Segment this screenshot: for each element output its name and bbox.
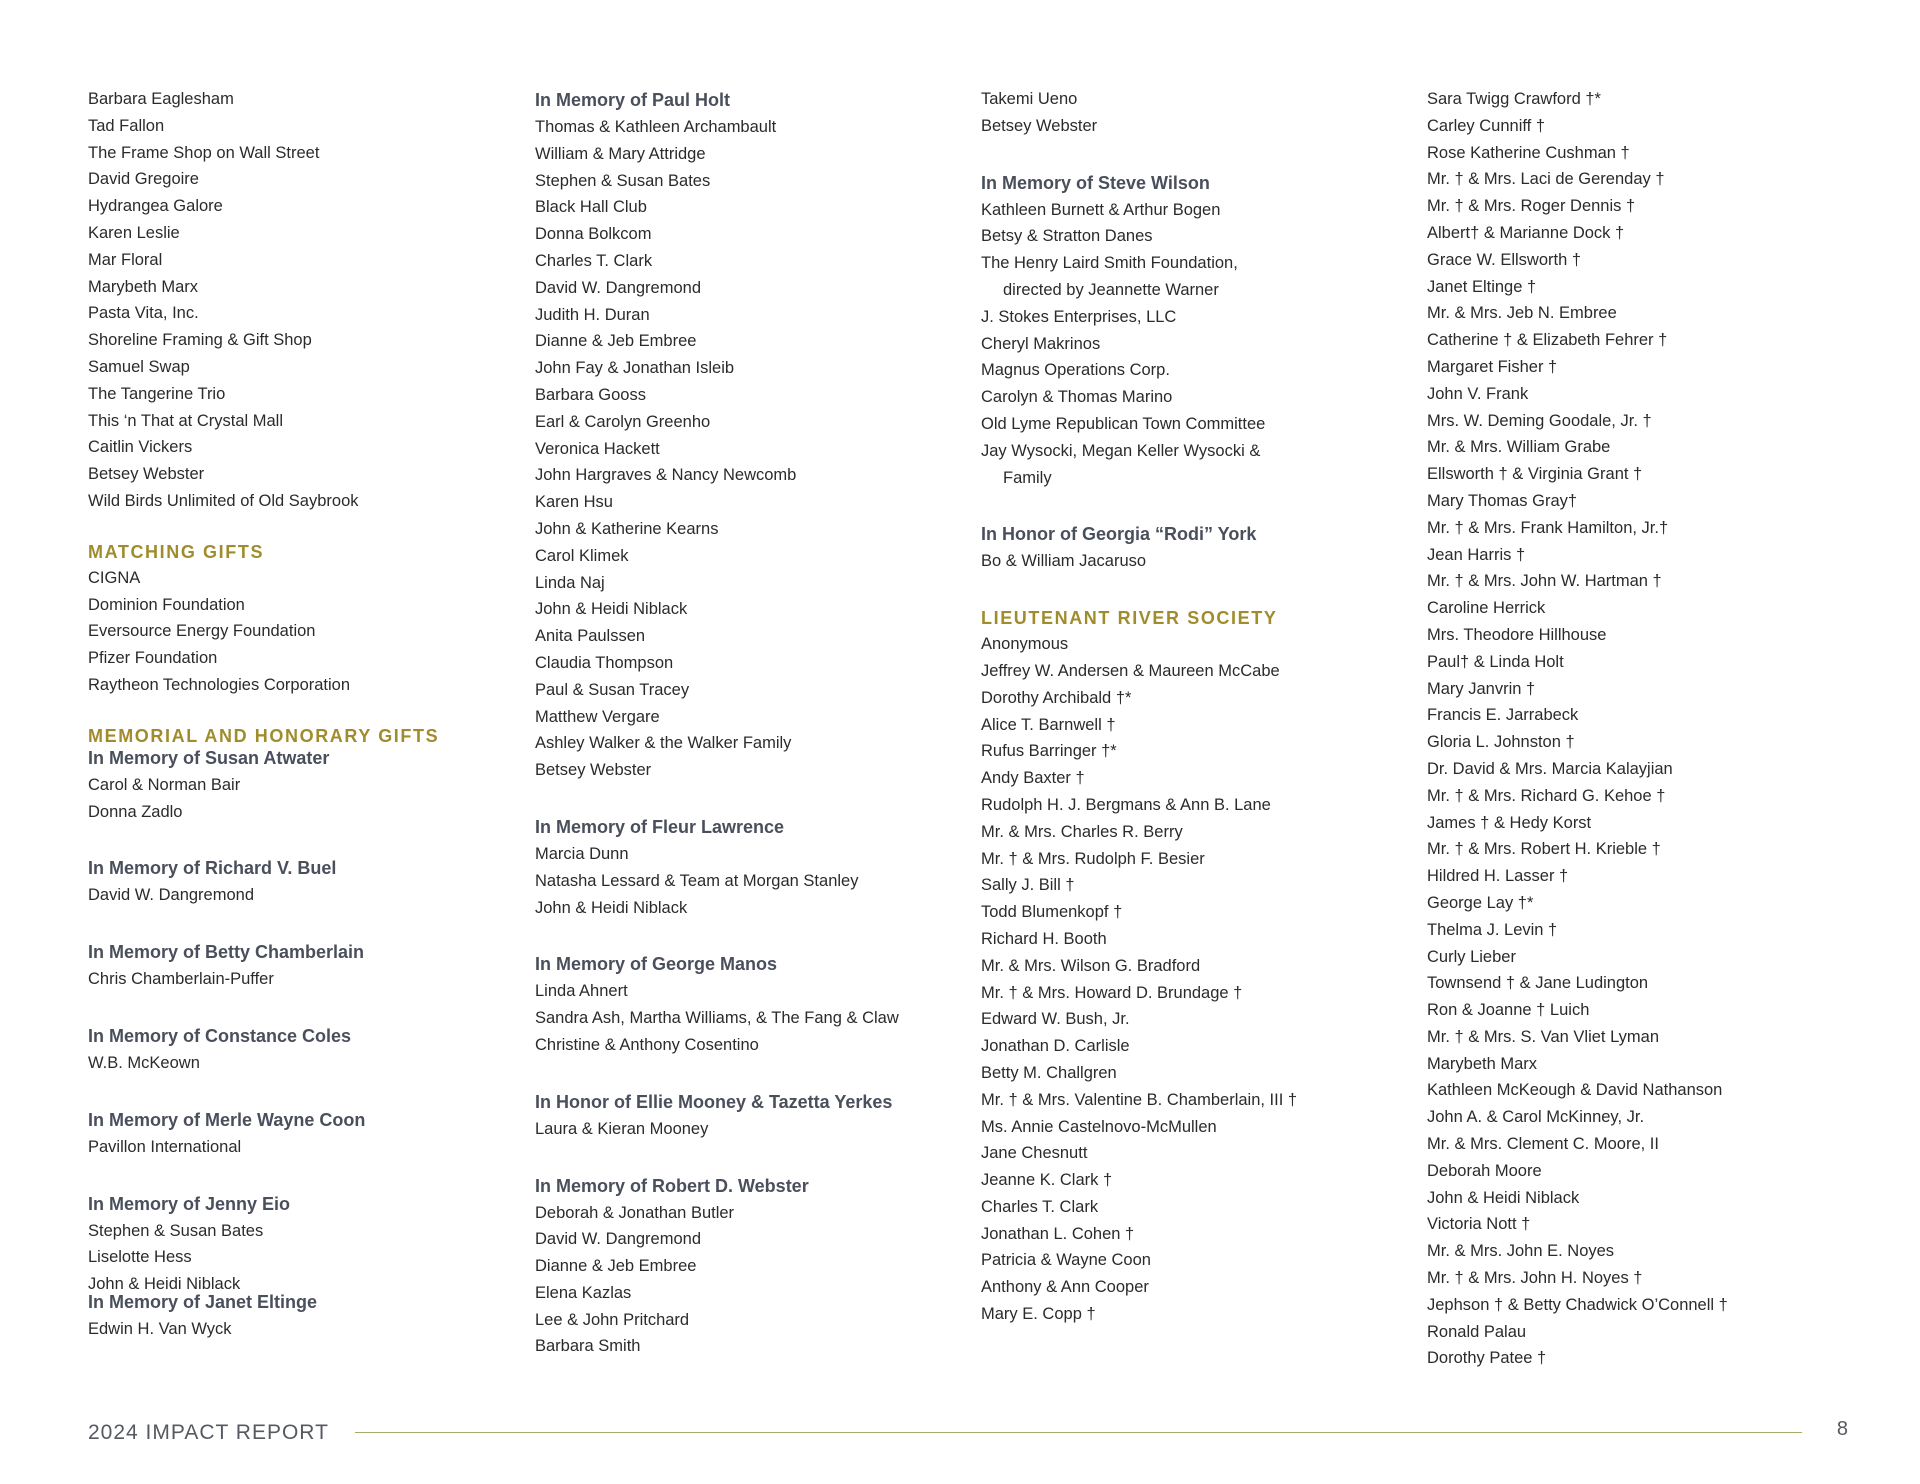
donor-name: John & Heidi Niblack <box>535 600 688 619</box>
column-2 <box>535 86 965 1360</box>
memorial-donor-list <box>981 197 1411 277</box>
donor-name: Betty M. Challgren <box>981 1063 1117 1082</box>
memorial-donor-list <box>88 1050 518 1077</box>
donor-name: Albert† & Marianne Dock † <box>1427 223 1625 242</box>
donor-name: J. Stokes Enterprises, LLC <box>981 307 1177 326</box>
page-number: 8 <box>1836 1418 1848 1440</box>
memorial-heading: In Memory of Betty Chamberlain <box>88 942 365 963</box>
donor-name: Linda Naj <box>535 573 605 592</box>
donor-name: Charles T. Clark <box>535 251 653 270</box>
donor-name: Marcia Dunn <box>535 844 629 863</box>
donor-name: Samuel Swap <box>88 357 190 376</box>
donor-name: Lee & John Pritchard <box>535 1310 690 1329</box>
donor-name: Jane Chesnutt <box>981 1144 1088 1163</box>
memorial-donor-list <box>535 978 965 1058</box>
donor-name: Shoreline Framing & Gift Shop <box>88 331 312 350</box>
donor-name: Raytheon Technologies Corporation <box>88 675 351 694</box>
memorial-donor-list <box>535 841 965 921</box>
donor-name: Jay Wysocki, Megan Keller Wysocki & <box>981 441 1261 460</box>
memorial-donor-list <box>88 966 518 993</box>
donor-name: Ellsworth † & Virginia Grant † <box>1427 465 1643 484</box>
donor-name: Jonathan L. Cohen † <box>981 1224 1135 1243</box>
donor-name: Mary Janvrin † <box>1427 679 1536 698</box>
donor-name: George Lay †* <box>1427 893 1534 912</box>
donor-name: Betsey Webster <box>88 465 205 484</box>
donor-name: Donna Zadlo <box>88 802 183 821</box>
memorial-heading: In Memory of Steve Wilson <box>981 172 1210 193</box>
honorary-donor-list <box>981 548 1411 575</box>
donor-name: Chris Chamberlain-Puffer <box>88 970 274 989</box>
donor-name: William & Mary Attridge <box>535 144 706 163</box>
donor-name: Dorothy Patee † <box>1427 1349 1547 1368</box>
donor-name: John V. Frank <box>1427 384 1529 403</box>
donor-name: Mr. † & Mrs. Frank Hamilton, Jr.† <box>1427 518 1669 537</box>
donor-name: Kathleen McKeough & David Nathanson <box>1427 1081 1723 1100</box>
donor-name: Mr. & Mrs. Charles R. Berry <box>981 822 1183 841</box>
donor-name: John Hargraves & Nancy Newcomb <box>535 466 797 485</box>
donor-name: Christine & Anthony Cosentino <box>535 1035 759 1054</box>
donor-name: Gloria L. Johnston † <box>1427 733 1575 752</box>
donor-name: Margaret Fisher † <box>1427 357 1558 376</box>
memorial-heading: In Memory of Fleur Lawrence <box>535 816 785 837</box>
donor-name: Townsend † & Jane Ludington <box>1427 974 1649 993</box>
donor-name: Todd Blumenkopf † <box>981 903 1123 922</box>
donor-name: Mr. † & Mrs. Robert H. Krieble † <box>1427 840 1661 859</box>
section-title-matching-gifts: MATCHING GIFTS <box>88 541 265 562</box>
donor-name: Betsy & Stratton Danes <box>981 227 1153 246</box>
memorial-donor-list <box>981 304 1411 465</box>
donor-name: Rose Katherine Cushman † <box>1427 143 1630 162</box>
donor-name: Betsey Webster <box>535 761 652 780</box>
memorial-donor-list <box>88 1218 518 1298</box>
donor-name: Matthew Vergare <box>535 707 660 726</box>
donor-name: Carley Cunniff † <box>1427 116 1546 135</box>
donor-name: Richard H. Booth <box>981 929 1107 948</box>
donor-name: Caitlin Vickers <box>88 438 193 457</box>
donor-name: David W. Dangremond <box>535 278 701 297</box>
donor-name: Jephson † & Betty Chadwick O’Connell † <box>1427 1295 1728 1314</box>
donor-name: Patricia & Wayne Coon <box>981 1251 1151 1270</box>
donor-name: Mr. † & Mrs. Rudolph F. Besier <box>981 849 1205 868</box>
memorial-donor-list <box>88 882 518 909</box>
donor-list <box>88 86 518 515</box>
donor-name: David Gregoire <box>88 170 199 189</box>
donor-name: Andy Baxter † <box>981 769 1085 788</box>
donor-name: Mary E. Copp † <box>981 1305 1096 1324</box>
donor-name: Mr. & Mrs. John E. Noyes <box>1427 1242 1615 1261</box>
donor-name: Mr. & Mrs. Jeb N. Embree <box>1427 304 1617 323</box>
section-title-memorial-honorary: MEMORIAL AND HONORARY GIFTS <box>88 725 440 746</box>
donor-name: Sara Twigg Crawford †* <box>1427 90 1601 108</box>
memorial-heading: In Memory of Janet Eltinge <box>88 1291 318 1312</box>
honorary-donor-list <box>535 1116 965 1143</box>
donor-name: Wild Birds Unlimited of Old Saybrook <box>88 491 359 510</box>
memorial-heading: In Memory of Constance Coles <box>88 1025 352 1046</box>
memorial-donor-list-continued <box>981 86 1411 140</box>
donor-name: Grace W. Ellsworth † <box>1427 250 1582 269</box>
donor-name-continued: Family <box>1003 468 1052 487</box>
donor-name: Anita Paulssen <box>535 627 646 646</box>
donor-name: Carol & Norman Bair <box>88 775 241 794</box>
donor-name: Dr. David & Mrs. Marcia Kalayjian <box>1427 759 1673 778</box>
memorial-heading: In Memory of George Manos <box>535 954 778 975</box>
page-footer <box>88 1418 1848 1448</box>
donor-name: Mr. † & Mrs. Richard G. Kehoe † <box>1427 786 1666 805</box>
memorial-donor-list <box>535 1200 965 1361</box>
column-4 <box>1427 86 1857 1372</box>
memorial-heading: In Memory of Merle Wayne Coon <box>88 1109 366 1130</box>
donor-name: Mary Thomas Gray† <box>1427 491 1578 510</box>
donor-name: W.B. McKeown <box>88 1053 200 1072</box>
donor-name: Stephen & Susan Bates <box>88 1221 264 1240</box>
donor-name: Ron & Joanne † Luich <box>1427 1001 1590 1020</box>
donor-name: Jonathan D. Carlisle <box>981 1037 1130 1056</box>
donor-name: Caroline Herrick <box>1427 599 1546 618</box>
memorial-heading: In Memory of Jenny Eio <box>88 1193 291 1214</box>
donor-name: Paul† & Linda Holt <box>1427 652 1564 671</box>
memorial-donor-list <box>88 772 518 826</box>
donor-name: Thelma J. Levin † <box>1427 920 1558 939</box>
donor-name: Old Lyme Republican Town Committee <box>981 414 1266 433</box>
donor-name: Hydrangea Galore <box>88 197 223 216</box>
donor-name: John & Heidi Niblack <box>1427 1188 1580 1207</box>
donor-name: Sally J. Bill † <box>981 876 1075 895</box>
donor-name-continued: directed by Jeannette Warner <box>1003 280 1219 299</box>
donor-name: Mr. † & Mrs. Howard D. Brundage † <box>981 983 1243 1002</box>
donor-name: Dianne & Jeb Embree <box>535 1257 697 1276</box>
donor-name: Eversource Energy Foundation <box>88 622 316 641</box>
donor-name: Judith H. Duran <box>535 305 650 324</box>
donor-name: Donna Bolkcom <box>535 225 652 244</box>
donor-name: Pavillon International <box>88 1137 242 1156</box>
donor-name: Black Hall Club <box>535 198 647 217</box>
donor-name: Barbara Eaglesham <box>88 90 234 108</box>
donor-name: Marybeth Marx <box>1427 1054 1538 1073</box>
donor-name: Sandra Ash, Martha Williams, & The Fang & Claw <box>535 1009 899 1028</box>
donor-name: Claudia Thompson <box>535 653 674 672</box>
section-title-lieutenant-river-society: LIEUTENANT RIVER SOCIETY <box>981 608 1278 629</box>
donor-name: Carol Klimek <box>535 546 629 565</box>
donor-name: Rudolph H. J. Bergmans & Ann B. Lane <box>981 795 1271 814</box>
memorial-heading: In Memory of Susan Atwater <box>88 747 330 768</box>
donor-name: Magnus Operations Corp. <box>981 361 1170 380</box>
donor-name: John A. & Carol McKinney, Jr. <box>1427 1108 1645 1127</box>
donor-name: Mar Floral <box>88 250 163 269</box>
donor-name: Earl & Carolyn Greenho <box>535 412 711 431</box>
footer-divider <box>355 1432 1802 1433</box>
donor-name: Liselotte Hess <box>88 1248 192 1267</box>
memorial-donor-list <box>88 1134 518 1161</box>
donor-name: Cheryl Makrinos <box>981 334 1101 353</box>
donor-name: Dominion Foundation <box>88 595 245 614</box>
donor-name: Victoria Nott † <box>1427 1215 1531 1234</box>
memorial-heading: In Memory of Richard V. Buel <box>88 858 337 879</box>
donor-name: The Frame Shop on Wall Street <box>88 143 320 162</box>
donor-name: James † & Hedy Korst <box>1427 813 1592 832</box>
society-member-list <box>981 631 1411 1328</box>
donor-name: Barbara Gooss <box>535 385 646 404</box>
donor-name: Dianne & Jeb Embree <box>535 332 697 351</box>
memorial-heading: In Memory of Robert D. Webster <box>535 1175 809 1196</box>
donor-name: Anonymous <box>981 635 1069 654</box>
donor-name: Paul & Susan Tracey <box>535 680 690 699</box>
donor-name: Ronald Palau <box>1427 1322 1527 1341</box>
donor-name: Mr. & Mrs. William Grabe <box>1427 438 1611 457</box>
memorial-heading: In Memory of Paul Holt <box>535 90 731 110</box>
donor-name: Karen Hsu <box>535 493 613 512</box>
donor-name: Linda Ahnert <box>535 982 628 1001</box>
donor-name: John & Heidi Niblack <box>535 898 688 917</box>
donor-name: Laura & Kieran Mooney <box>535 1119 709 1138</box>
donor-name: Pfizer Foundation <box>88 649 218 668</box>
donor-name: Deborah Moore <box>1427 1161 1542 1180</box>
donor-name: David W. Dangremond <box>535 1230 701 1249</box>
donor-name: Elena Kazlas <box>535 1283 632 1302</box>
donor-name: This ‘n That at Crystal Mall <box>88 411 284 430</box>
society-member-list-continued <box>1427 86 1857 1372</box>
donor-name: Mr. & Mrs. Wilson G. Bradford <box>981 956 1201 975</box>
donor-name: Mr. † & Mrs. John W. Hartman † <box>1427 572 1662 591</box>
column-1 <box>88 86 518 1343</box>
donor-name: Mrs. W. Deming Goodale, Jr. † <box>1427 411 1652 430</box>
donor-name: The Henry Laird Smith Foundation, <box>981 254 1238 273</box>
donor-name: Jeffrey W. Andersen & Maureen McCabe <box>981 661 1280 680</box>
honorary-heading: In Honor of Ellie Mooney & Tazetta Yerkes <box>535 1091 893 1112</box>
donor-name: Ms. Annie Castelnovo-McMullen <box>981 1117 1217 1136</box>
memorial-donor-list <box>535 114 965 784</box>
donor-name: Mr. † & Mrs. Valentine B. Chamberlain, III † <box>981 1090 1298 1109</box>
donor-name: The Tangerine Trio <box>88 384 226 403</box>
donor-name: Catherine † & Elizabeth Fehrer † <box>1427 331 1668 350</box>
donor-name: Karen Leslie <box>88 223 180 242</box>
donor-name: Veronica Hackett <box>535 439 660 458</box>
donor-name: Stephen & Susan Bates <box>535 171 711 190</box>
donor-name: Charles T. Clark <box>981 1197 1099 1216</box>
donor-name: Edwin H. Van Wyck <box>88 1319 232 1338</box>
donor-name: Pasta Vita, Inc. <box>88 304 199 323</box>
donor-name: Ashley Walker & the Walker Family <box>535 734 792 753</box>
donor-name: Deborah & Jonathan Butler <box>535 1203 735 1222</box>
column-3 <box>981 86 1411 1328</box>
donor-name: Kathleen Burnett & Arthur Bogen <box>981 200 1221 219</box>
donor-name: Mr. † & Mrs. Laci de Gerenday † <box>1427 170 1665 189</box>
donor-name: Betsey Webster <box>981 116 1098 135</box>
matching-gifts-list <box>88 565 518 699</box>
donor-name: Mrs. Theodore Hillhouse <box>1427 625 1607 644</box>
donor-name: John & Heidi Niblack <box>88 1275 241 1294</box>
donor-name: Thomas & Kathleen Archambault <box>535 118 777 136</box>
donor-name: Takemi Ueno <box>981 90 1078 108</box>
donor-name: Jean Harris † <box>1427 545 1526 564</box>
memorial-donor-list <box>88 1316 518 1343</box>
donor-name: Curly Lieber <box>1427 947 1516 966</box>
donor-name: Rufus Barringer †* <box>981 742 1117 761</box>
donor-name: Jeanne K. Clark † <box>981 1171 1113 1190</box>
donor-name: Francis E. Jarrabeck <box>1427 706 1579 725</box>
donor-name: John & Katherine Kearns <box>535 519 719 538</box>
donor-name: David W. Dangremond <box>88 886 254 905</box>
honorary-heading: In Honor of Georgia “Rodi” York <box>981 524 1257 545</box>
donor-name: Mr. † & Mrs. S. Van Vliet Lyman <box>1427 1027 1659 1046</box>
donor-name: Natasha Lessard & Team at Morgan Stanley <box>535 871 859 890</box>
report-title: 2024 IMPACT REPORT <box>88 1421 329 1444</box>
donor-name: Barbara Smith <box>535 1337 641 1356</box>
donor-name: Janet Eltinge † <box>1427 277 1537 296</box>
donor-name: Tad Fallon <box>88 116 165 135</box>
donor-name: Bo & William Jacaruso <box>981 552 1147 571</box>
donor-name: Dorothy Archibald †* <box>981 688 1132 707</box>
donor-name: Mr. † & Mrs. John H. Noyes † <box>1427 1269 1643 1288</box>
donor-name: Edward W. Bush, Jr. <box>981 1010 1130 1029</box>
donor-name: John Fay & Jonathan Isleib <box>535 359 735 378</box>
donor-name: Anthony & Ann Cooper <box>981 1278 1149 1297</box>
donor-name: Hildred H. Lasser † <box>1427 867 1569 886</box>
donor-name: Mr. † & Mrs. Roger Dennis † <box>1427 197 1636 216</box>
donor-name: Marybeth Marx <box>88 277 199 296</box>
donor-name: CIGNA <box>88 568 141 587</box>
donor-name: Alice T. Barnwell † <box>981 715 1116 734</box>
donor-name: Carolyn & Thomas Marino <box>981 388 1173 407</box>
donor-name: Mr. & Mrs. Clement C. Moore, II <box>1427 1135 1659 1154</box>
